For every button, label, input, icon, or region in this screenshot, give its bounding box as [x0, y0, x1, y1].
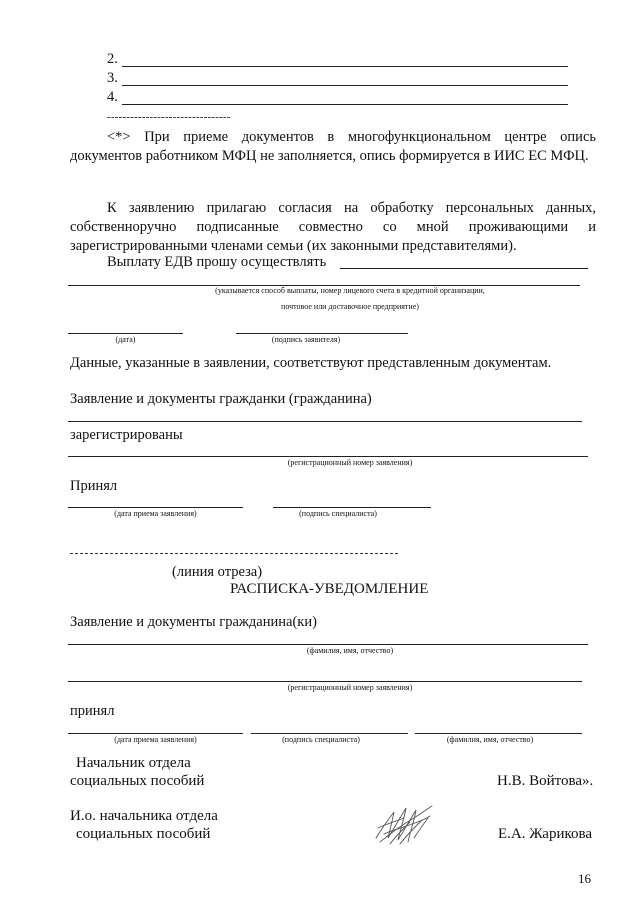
acting-title-line-2: социальных пособий: [76, 826, 211, 842]
consent-paragraph: [70, 199, 596, 256]
consent-line-1: К заявлению прилагаю согласия на обработку персональных данных,: [107, 200, 596, 216]
footnote-separator: --------------------------------: [107, 111, 231, 123]
acting-title-line-1: И.о. начальника отдела: [70, 808, 218, 824]
caption-fio-2: (фамилия, имя, отчество): [446, 735, 534, 744]
consent-line-2: собственноручно подписанные совместно со мной проживающими и: [70, 219, 596, 235]
date-field[interactable]: [68, 333, 183, 334]
page-number: 16: [578, 871, 591, 886]
specialist-fio-field[interactable]: [415, 733, 582, 734]
list-number-2: 2.: [107, 51, 118, 67]
specialist-signature-field-2[interactable]: [251, 733, 408, 734]
specialist-signature-field[interactable]: [273, 507, 431, 508]
cut-line-label: (линия отреза): [172, 564, 263, 580]
blank-line-2[interactable]: [122, 66, 568, 67]
consent-line-3: зарегистрированными членами семьи (их законными представителями).: [70, 238, 517, 254]
receipt-fio-field[interactable]: [68, 644, 588, 645]
footnote-paragraph: [70, 128, 596, 166]
head-title-line-2: социальных пособий: [70, 773, 205, 789]
handwritten-signature-icon: [370, 798, 440, 848]
caption-reg-number-2: (регистрационный номер заявления): [287, 683, 413, 692]
receipt-docs-label: Заявление и документы гражданина(ки): [70, 614, 317, 630]
caption-specialist-signature: (подпись специалиста): [299, 509, 377, 518]
receipt-date-field[interactable]: [68, 507, 243, 508]
caption-specialist-signature-2: (подпись специалиста): [282, 735, 360, 744]
footnote-text: <*> При приеме документов в многофункциональном центре опись документов работником МФЦ не заполняется, опись формируется в ИИС ЕС МФЦ.: [70, 129, 596, 164]
caption-receipt-date-2: (дата приема заявления): [114, 735, 197, 744]
applicant-signature-field[interactable]: [236, 333, 408, 334]
acting-name: Е.А. Жарикова: [498, 826, 593, 842]
payment-method-field[interactable]: [340, 268, 588, 269]
head-title-line-1: Начальник отдела: [76, 755, 191, 771]
accepted-lower-label: принял: [70, 703, 115, 719]
registered-label: зарегистрированы: [70, 427, 183, 443]
list-number-4: 4.: [107, 89, 118, 105]
citizen-name-field[interactable]: [68, 421, 582, 422]
payment-caption-2: почтовое или доставочное предприятие): [281, 302, 419, 311]
blank-line-3[interactable]: [122, 85, 568, 86]
accepted-label: Принял: [70, 478, 118, 494]
payment-caption-1: (указывается способ выплаты, номер лицевого счета в кредитной организации,: [215, 286, 485, 295]
application-docs-label: Заявление и документы гражданки (гражданина): [70, 391, 372, 407]
registration-number-field[interactable]: [68, 456, 588, 457]
caption-date: (дата): [115, 335, 136, 344]
data-match-statement: Данные, указанные в заявлении, соответствуют представленным документам.: [70, 355, 552, 371]
receipt-title: РАСПИСКА-УВЕДОМЛЕНИЕ: [230, 581, 429, 597]
caption-fio: (фамилия, имя, отчество): [306, 646, 394, 655]
payment-label: Выплату ЕДВ прошу осуществлять: [107, 254, 327, 270]
caption-receipt-date: (дата приема заявления): [114, 509, 197, 518]
cut-separator: [70, 553, 398, 554]
head-name: Н.В. Войтова».: [497, 773, 594, 789]
receipt-reg-number-field[interactable]: [68, 681, 582, 682]
receipt-date-field-2[interactable]: [68, 733, 243, 734]
list-number-3: 3.: [107, 70, 118, 86]
caption-applicant-signature: (подпись заявителя): [271, 335, 341, 344]
caption-reg-number: (регистрационный номер заявления): [287, 458, 413, 467]
blank-line-4[interactable]: [122, 104, 568, 105]
